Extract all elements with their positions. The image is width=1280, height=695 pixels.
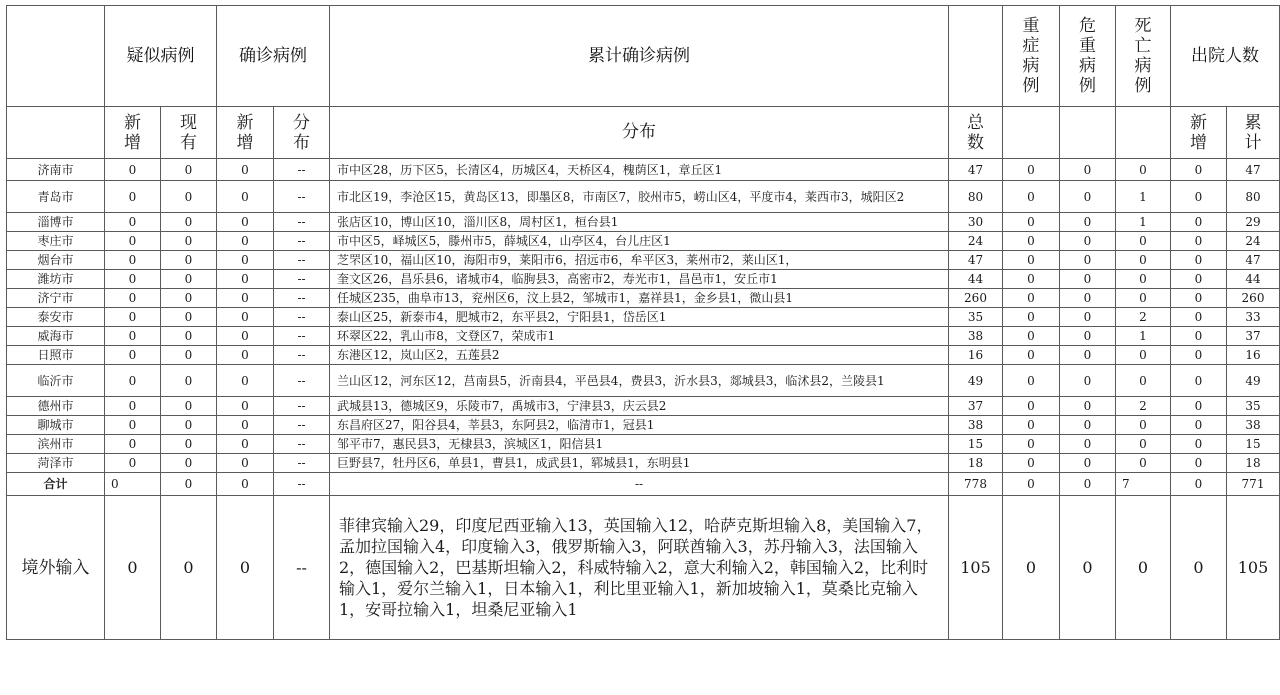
critical-cell: 0	[1060, 435, 1116, 454]
header-critical-text: 危重病例	[1079, 16, 1096, 96]
header-suspected-new	[105, 107, 161, 159]
district-distribution-cell: 奎文区26，昌乐县6，诸城市4，临朐县3，高密市2，寿光市1，昌邑市1，安丘市1	[330, 270, 949, 289]
header-suspected-current	[161, 107, 217, 159]
overseas-critical-cell: 0	[1060, 496, 1116, 640]
table-row-total	[7, 473, 1280, 496]
confirmed-distribution-cell: --	[274, 289, 330, 308]
confirmed-new-cell: 0	[217, 289, 274, 308]
table-row	[7, 232, 1280, 251]
table-row	[7, 327, 1280, 346]
severe-cell: 0	[1003, 365, 1060, 397]
death-cell: 0	[1116, 454, 1171, 473]
suspected-current-cell: 0	[161, 416, 217, 435]
death-cell: 0	[1116, 232, 1171, 251]
cumulative-total-cell: 15	[949, 435, 1003, 454]
severe-cell: 0	[1003, 346, 1060, 365]
discharged-new-cell: 0	[1171, 270, 1227, 289]
discharged-total-cell: 49	[1227, 365, 1280, 397]
confirmed-new-cell: 0	[217, 270, 274, 289]
suspected-new-cell: 0	[105, 270, 161, 289]
city-cell: 淄博市	[7, 213, 105, 232]
cumulative-total-cell: 44	[949, 270, 1003, 289]
discharged-total-cell: 15	[1227, 435, 1280, 454]
total-discharged-total-cell: 771	[1227, 473, 1280, 496]
district-distribution-cell: 邹平市7，惠民县3，无棣县3，滨城区1，阳信县1	[330, 435, 949, 454]
city-cell: 潍坊市	[7, 270, 105, 289]
city-cell: 威海市	[7, 327, 105, 346]
confirmed-distribution-cell: --	[274, 232, 330, 251]
city-cell: 烟台市	[7, 251, 105, 270]
suspected-new-cell: 0	[105, 454, 161, 473]
severe-cell: 0	[1003, 327, 1060, 346]
total-suspected-current-cell: 0	[161, 473, 217, 496]
table-row	[7, 308, 1280, 327]
header-death	[1116, 6, 1171, 107]
overseas-suspected-new-cell: 0	[105, 496, 161, 640]
district-distribution-cell: 任城区235，曲阜市13，兖州区6，汶上县2，邹城市1，嘉祥县1，金乡县1，微山县1	[330, 289, 949, 308]
district-distribution-cell: 兰山区12，河东区12，莒南县5，沂南县4，平邑县4，费县3，沂水县3，郯城县3，临沭县2，兰陵县1	[330, 365, 949, 397]
header-critical	[1060, 6, 1116, 107]
suspected-new-cell: 0	[105, 346, 161, 365]
total-suspected-new-cell: 0	[105, 473, 161, 496]
death-cell: 0	[1116, 289, 1171, 308]
header-discharged-total	[1227, 107, 1280, 159]
discharged-total-cell: 29	[1227, 213, 1280, 232]
city-cell: 菏泽市	[7, 454, 105, 473]
city-cell: 聊城市	[7, 416, 105, 435]
total-district-distribution-cell: --	[330, 473, 949, 496]
cumulative-total-cell: 38	[949, 416, 1003, 435]
header-confirmed-new-text: 新增	[236, 112, 254, 153]
discharged-total-cell: 47	[1227, 159, 1280, 181]
cumulative-total-cell: 80	[949, 181, 1003, 213]
cumulative-total-cell: 18	[949, 454, 1003, 473]
header-distribution: 分布	[330, 107, 949, 159]
header-confirmed-distribution-text: 分布	[293, 112, 310, 153]
discharged-total-cell: 33	[1227, 308, 1280, 327]
confirmed-distribution-cell: --	[274, 397, 330, 416]
table-row	[7, 416, 1280, 435]
suspected-current-cell: 0	[161, 435, 217, 454]
suspected-current-cell: 0	[161, 181, 217, 213]
critical-cell: 0	[1060, 232, 1116, 251]
discharged-total-cell: 18	[1227, 454, 1280, 473]
district-distribution-cell: 芝罘区10，福山区10，海阳市9，莱阳市6，招远市6，牟平区3，莱州市2，莱山区1，	[330, 251, 949, 270]
discharged-total-cell: 47	[1227, 251, 1280, 270]
covid-statistics-table-container	[6, 5, 1280, 640]
suspected-current-cell: 0	[161, 289, 217, 308]
severe-cell: 0	[1003, 435, 1060, 454]
total-death-cell: 7	[1116, 473, 1171, 496]
district-distribution-cell: 巨野县7，牡丹区6，单县1，曹县1，成武县1，郓城县1，东明县1	[330, 454, 949, 473]
overseas-confirmed-new-cell: 0	[217, 496, 274, 640]
discharged-total-cell: 260	[1227, 289, 1280, 308]
header-suspected-new-text: 新增	[124, 112, 141, 153]
discharged-new-cell: 0	[1171, 289, 1227, 308]
confirmed-new-cell: 0	[217, 159, 274, 181]
confirmed-distribution-cell: --	[274, 270, 330, 289]
critical-cell: 0	[1060, 365, 1116, 397]
discharged-new-cell: 0	[1171, 327, 1227, 346]
district-distribution-cell: 武城县13，德城区9，乐陵市7，禹城市3，宁津县3，庆云县2	[330, 397, 949, 416]
discharged-new-cell: 0	[1171, 308, 1227, 327]
header-row-2	[7, 107, 1280, 159]
discharged-new-cell: 0	[1171, 346, 1227, 365]
total-cumulative-total-cell: 778	[949, 473, 1003, 496]
confirmed-new-cell: 0	[217, 397, 274, 416]
discharged-total-cell: 44	[1227, 270, 1280, 289]
suspected-new-cell: 0	[105, 251, 161, 270]
suspected-current-cell: 0	[161, 213, 217, 232]
confirmed-distribution-cell: --	[274, 365, 330, 397]
city-cell: 青岛市	[7, 181, 105, 213]
discharged-total-cell: 16	[1227, 346, 1280, 365]
header-discharged: 出院人数	[1171, 6, 1280, 107]
confirmed-new-cell: 0	[217, 346, 274, 365]
confirmed-new-cell: 0	[217, 213, 274, 232]
confirmed-new-cell: 0	[217, 308, 274, 327]
city-cell: 济南市	[7, 159, 105, 181]
critical-cell: 0	[1060, 213, 1116, 232]
critical-cell: 0	[1060, 251, 1116, 270]
header-discharged-new-text: 新增	[1190, 112, 1207, 153]
table-row	[7, 289, 1280, 308]
critical-cell: 0	[1060, 346, 1116, 365]
table-row-overseas	[7, 496, 1280, 640]
discharged-total-cell: 35	[1227, 397, 1280, 416]
suspected-current-cell: 0	[161, 454, 217, 473]
discharged-new-cell: 0	[1171, 397, 1227, 416]
death-cell: 1	[1116, 327, 1171, 346]
death-cell: 0	[1116, 365, 1171, 397]
overseas-severe-cell: 0	[1003, 496, 1060, 640]
discharged-new-cell: 0	[1171, 232, 1227, 251]
header-row-1	[7, 6, 1280, 107]
discharged-new-cell: 0	[1171, 454, 1227, 473]
suspected-new-cell: 0	[105, 365, 161, 397]
suspected-current-cell: 0	[161, 365, 217, 397]
table-row	[7, 159, 1280, 181]
severe-cell: 0	[1003, 251, 1060, 270]
suspected-new-cell: 0	[105, 435, 161, 454]
header-suspected: 疑似病例	[105, 6, 217, 107]
district-distribution-cell: 东港区12，岚山区2，五莲县2	[330, 346, 949, 365]
discharged-total-cell: 38	[1227, 416, 1280, 435]
suspected-new-cell: 0	[105, 232, 161, 251]
discharged-total-cell: 24	[1227, 232, 1280, 251]
severe-cell: 0	[1003, 159, 1060, 181]
header-suspected-current-text: 现有	[180, 112, 197, 153]
district-distribution-cell: 泰山区25，新泰市4，肥城市2，东平县2，宁阳县1，岱岳区1	[330, 308, 949, 327]
header-city-blank	[7, 107, 105, 159]
cumulative-total-cell: 35	[949, 308, 1003, 327]
suspected-new-cell: 0	[105, 213, 161, 232]
confirmed-new-cell: 0	[217, 327, 274, 346]
suspected-new-cell: 0	[105, 327, 161, 346]
city-cell: 日照市	[7, 346, 105, 365]
cumulative-total-cell: 260	[949, 289, 1003, 308]
death-cell: 0	[1116, 159, 1171, 181]
overseas-cumulative-total-cell: 105	[949, 496, 1003, 640]
severe-cell: 0	[1003, 416, 1060, 435]
confirmed-distribution-cell: --	[274, 435, 330, 454]
city-cell: 泰安市	[7, 308, 105, 327]
critical-cell: 0	[1060, 308, 1116, 327]
suspected-current-cell: 0	[161, 308, 217, 327]
cumulative-total-cell: 37	[949, 397, 1003, 416]
confirmed-new-cell: 0	[217, 416, 274, 435]
death-cell: 1	[1116, 213, 1171, 232]
severe-cell: 0	[1003, 232, 1060, 251]
cumulative-total-cell: 47	[949, 159, 1003, 181]
critical-cell: 0	[1060, 327, 1116, 346]
confirmed-distribution-cell: --	[274, 308, 330, 327]
table-row	[7, 365, 1280, 397]
table-row	[7, 181, 1280, 213]
death-cell: 1	[1116, 181, 1171, 213]
header-confirmed-distribution	[274, 107, 330, 159]
district-distribution-cell: 市中区5，峄城区5，滕州市5，薛城区4，山亭区4，台儿庄区1	[330, 232, 949, 251]
header-cumulative: 累计确诊病例	[330, 6, 949, 107]
confirmed-new-cell: 0	[217, 365, 274, 397]
overseas-district-distribution-cell: 菲律宾输入29，印度尼西亚输入13，英国输入12，哈萨克斯坦输入8，美国输入7，孟加拉国输入4，印度输入3，俄罗斯输入3，阿联酋输入3，苏丹输入3，法国输入2，德国输入2，巴基斯坦输入2，科威特输入2，意大利输入2，韩国输入2，比利时输入1，爱尔兰输入1，日本输入1，利比里亚输入1，新加坡输入1，莫桑比克输入1，安哥拉输入1，坦桑尼亚输入1	[330, 496, 949, 640]
discharged-new-cell: 0	[1171, 416, 1227, 435]
cumulative-total-cell: 16	[949, 346, 1003, 365]
total-city-cell: 合计	[7, 473, 105, 496]
confirmed-distribution-cell: --	[274, 327, 330, 346]
table-row	[7, 213, 1280, 232]
header-total	[949, 107, 1003, 159]
suspected-current-cell: 0	[161, 232, 217, 251]
district-distribution-cell: 东昌府区27，阳谷县4，莘县3，东阿县2，临清市1，冠县1	[330, 416, 949, 435]
death-cell: 2	[1116, 308, 1171, 327]
table-row	[7, 435, 1280, 454]
header-severe-blank	[1003, 107, 1060, 159]
confirmed-new-cell: 0	[217, 435, 274, 454]
city-cell: 济宁市	[7, 289, 105, 308]
confirmed-distribution-cell: --	[274, 181, 330, 213]
confirmed-new-cell: 0	[217, 181, 274, 213]
discharged-total-cell: 80	[1227, 181, 1280, 213]
severe-cell: 0	[1003, 270, 1060, 289]
suspected-current-cell: 0	[161, 251, 217, 270]
header-confirmed: 确诊病例	[217, 6, 330, 107]
table-row	[7, 251, 1280, 270]
suspected-new-cell: 0	[105, 159, 161, 181]
header-total-top	[949, 6, 1003, 107]
critical-cell: 0	[1060, 397, 1116, 416]
suspected-current-cell: 0	[161, 346, 217, 365]
suspected-current-cell: 0	[161, 159, 217, 181]
header-total-text: 总数	[967, 112, 984, 153]
severe-cell: 0	[1003, 397, 1060, 416]
discharged-total-cell: 37	[1227, 327, 1280, 346]
header-death-text: 死亡病例	[1134, 16, 1152, 96]
table-row	[7, 454, 1280, 473]
severe-cell: 0	[1003, 454, 1060, 473]
city-cell: 枣庄市	[7, 232, 105, 251]
city-cell: 滨州市	[7, 435, 105, 454]
suspected-new-cell: 0	[105, 308, 161, 327]
table-row	[7, 270, 1280, 289]
discharged-new-cell: 0	[1171, 435, 1227, 454]
header-corner	[7, 6, 105, 107]
covid-statistics-table	[6, 5, 1280, 640]
confirmed-distribution-cell: --	[274, 159, 330, 181]
overseas-discharged-new-cell: 0	[1171, 496, 1227, 640]
critical-cell: 0	[1060, 289, 1116, 308]
total-critical-cell: 0	[1060, 473, 1116, 496]
confirmed-distribution-cell: --	[274, 346, 330, 365]
severe-cell: 0	[1003, 213, 1060, 232]
discharged-new-cell: 0	[1171, 365, 1227, 397]
cumulative-total-cell: 47	[949, 251, 1003, 270]
header-confirmed-new	[217, 107, 274, 159]
critical-cell: 0	[1060, 181, 1116, 213]
suspected-new-cell: 0	[105, 397, 161, 416]
city-cell: 临沂市	[7, 365, 105, 397]
severe-cell: 0	[1003, 308, 1060, 327]
cumulative-total-cell: 49	[949, 365, 1003, 397]
confirmed-distribution-cell: --	[274, 213, 330, 232]
discharged-new-cell: 0	[1171, 251, 1227, 270]
header-death-blank	[1116, 107, 1171, 159]
total-confirmed-distribution-cell: --	[274, 473, 330, 496]
severe-cell: 0	[1003, 181, 1060, 213]
district-distribution-cell: 张店区10，博山区10，淄川区8，周村区1，桓台县1	[330, 213, 949, 232]
critical-cell: 0	[1060, 416, 1116, 435]
suspected-new-cell: 0	[105, 289, 161, 308]
confirmed-new-cell: 0	[217, 232, 274, 251]
suspected-new-cell: 0	[105, 181, 161, 213]
critical-cell: 0	[1060, 159, 1116, 181]
cumulative-total-cell: 30	[949, 213, 1003, 232]
header-discharged-new	[1171, 107, 1227, 159]
suspected-new-cell: 0	[105, 416, 161, 435]
discharged-new-cell: 0	[1171, 181, 1227, 213]
city-cell: 德州市	[7, 397, 105, 416]
confirmed-distribution-cell: --	[274, 251, 330, 270]
death-cell: 0	[1116, 270, 1171, 289]
district-distribution-cell: 市中区28，历下区5，长清区4，历城区4，天桥区4，槐荫区1，章丘区1	[330, 159, 949, 181]
header-critical-blank	[1060, 107, 1116, 159]
header-severe	[1003, 6, 1060, 107]
confirmed-distribution-cell: --	[274, 416, 330, 435]
header-discharged-total-text: 累计	[1244, 112, 1262, 153]
death-cell: 0	[1116, 251, 1171, 270]
table-row	[7, 346, 1280, 365]
overseas-confirmed-distribution-cell: --	[274, 496, 330, 640]
table-row	[7, 397, 1280, 416]
confirmed-distribution-cell: --	[274, 454, 330, 473]
confirmed-new-cell: 0	[217, 454, 274, 473]
death-cell: 0	[1116, 416, 1171, 435]
header-severe-text: 重症病例	[1022, 16, 1040, 96]
total-discharged-new-cell: 0	[1171, 473, 1227, 496]
confirmed-new-cell: 0	[217, 251, 274, 270]
overseas-discharged-total-cell: 105	[1227, 496, 1280, 640]
district-distribution-cell: 环翠区22，乳山市8，文登区7，荣成市1	[330, 327, 949, 346]
discharged-new-cell: 0	[1171, 213, 1227, 232]
suspected-current-cell: 0	[161, 270, 217, 289]
total-severe-cell: 0	[1003, 473, 1060, 496]
overseas-city-cell: 境外输入	[7, 496, 105, 640]
suspected-current-cell: 0	[161, 327, 217, 346]
critical-cell: 0	[1060, 270, 1116, 289]
death-cell: 0	[1116, 346, 1171, 365]
overseas-suspected-current-cell: 0	[161, 496, 217, 640]
discharged-new-cell: 0	[1171, 159, 1227, 181]
cumulative-total-cell: 24	[949, 232, 1003, 251]
total-confirmed-new-cell: 0	[217, 473, 274, 496]
district-distribution-cell: 市北区19，李沧区15，黄岛区13，即墨区8，市南区7，胶州市5，崂山区4，平度市4，莱西市3，城阳区2	[330, 181, 949, 213]
overseas-death-cell: 0	[1116, 496, 1171, 640]
death-cell: 2	[1116, 397, 1171, 416]
critical-cell: 0	[1060, 454, 1116, 473]
suspected-current-cell: 0	[161, 397, 217, 416]
death-cell: 0	[1116, 435, 1171, 454]
cumulative-total-cell: 38	[949, 327, 1003, 346]
severe-cell: 0	[1003, 289, 1060, 308]
